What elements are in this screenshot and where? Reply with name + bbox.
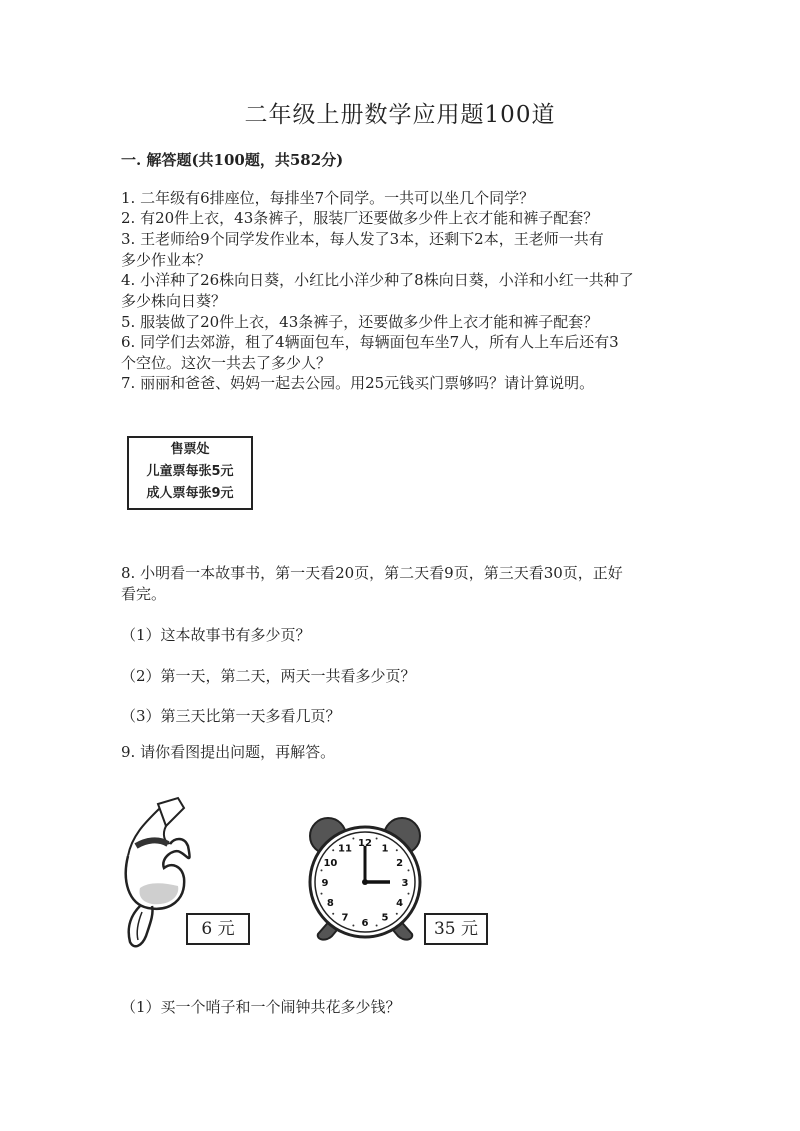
question-6 <box>121 332 681 373</box>
clock-number: 3 <box>401 878 409 889</box>
clock-number: 11 <box>338 843 352 855</box>
clock-number: 6 <box>361 918 369 929</box>
section-heading: 一. 解答题(共100题，共582分) <box>121 151 344 169</box>
clock-number: 12 <box>358 838 372 849</box>
clock-tick <box>408 893 410 895</box>
clock-tick <box>352 925 354 927</box>
question-line: 3. 王老师给9个同学发作业本，每人发了3本，还剩下2本，王老师一共有 <box>121 230 604 248</box>
question-line: 8. 小明看一本故事书，第一天看20页，第二天看9页，第三天看30页，正好 <box>121 564 623 582</box>
clock-number: 2 <box>396 858 404 869</box>
question-line: 多少株向日葵？ <box>121 291 227 310</box>
clock-tick <box>396 913 398 915</box>
question-line: 6. 同学们去郊游，租了4辆面包车，每辆面包车坐7人，所有人上车后还有3 <box>121 333 619 351</box>
question-8 <box>121 563 681 604</box>
clock-number: 10 <box>323 858 338 869</box>
question-8-sub-1: （1）这本故事书有多少页？ <box>121 626 311 644</box>
question-line: 1. 二年级有6排座位，每排坐7个同学。一共可以坐几个同学？ <box>121 189 535 207</box>
question-9-sub-1: （1）买一个哨子和一个闹钟共花多少钱？ <box>121 998 401 1016</box>
clock-tick <box>376 838 378 840</box>
question-9 <box>121 742 681 763</box>
clock-tick <box>352 838 354 840</box>
question-8-sub-2: （2）第一天，第二天，两天一共看多少页？ <box>121 667 416 685</box>
question-line: 多少作业本？ <box>121 250 212 269</box>
question-2 <box>121 208 681 229</box>
question-4 <box>121 270 681 311</box>
question-line: 个空位。这次一共去了多少人？ <box>121 353 332 372</box>
clock-tick <box>321 869 323 871</box>
clock-number: 1 <box>381 843 389 855</box>
question-7 <box>121 373 681 394</box>
question-line: 看完。 <box>121 584 167 603</box>
clock-number: 5 <box>381 912 389 924</box>
ticket-sign-child-price: 儿童票每张5元 <box>146 464 234 479</box>
question-line: 5. 服装做了20件上衣，43条裤子，还要做多少件上衣才能和裤子配套？ <box>121 313 599 331</box>
clock-tick <box>376 925 378 927</box>
clock-tick <box>332 913 334 915</box>
clock-tick <box>321 893 323 895</box>
clock-tick <box>408 869 410 871</box>
clock-tick <box>396 849 398 851</box>
question-line: 9. 请你看图提出问题，再解答。 <box>121 743 336 761</box>
page-title: 二年级上册数学应用题100道 <box>244 102 556 128</box>
question-1 <box>121 188 681 209</box>
question-line: 2. 有20件上衣，43条裤子，服装厂还要做多少件上衣才能和裤子配套？ <box>121 209 599 227</box>
ticket-sign-adult-price: 成人票每张9元 <box>146 486 234 501</box>
question-line: 7. 丽丽和爸爸、妈妈一起去公园。用25元钱买门票够吗？请计算说明。 <box>121 374 595 392</box>
ticket-sign-heading: 售票处 <box>170 442 210 457</box>
clock-tick <box>332 849 334 851</box>
ticket-office-sign <box>127 436 253 510</box>
question-5 <box>121 312 681 333</box>
clock-number: 4 <box>396 898 404 909</box>
clock-number: 8 <box>326 898 334 909</box>
whistle-price-label: 6 元 <box>186 913 250 945</box>
clock-number: 9 <box>321 878 329 889</box>
question-line: 4. 小洋种了26株向日葵，小红比小洋少种了8株向日葵，小洋和小红一共种了 <box>121 271 634 289</box>
alarm-clock-illustration <box>302 808 428 948</box>
question-3 <box>121 229 681 270</box>
clock-price-label: 35 元 <box>424 913 488 945</box>
clock-number: 7 <box>341 912 349 924</box>
question-8-sub-3: （3）第三天比第一天多看几页？ <box>121 707 341 725</box>
